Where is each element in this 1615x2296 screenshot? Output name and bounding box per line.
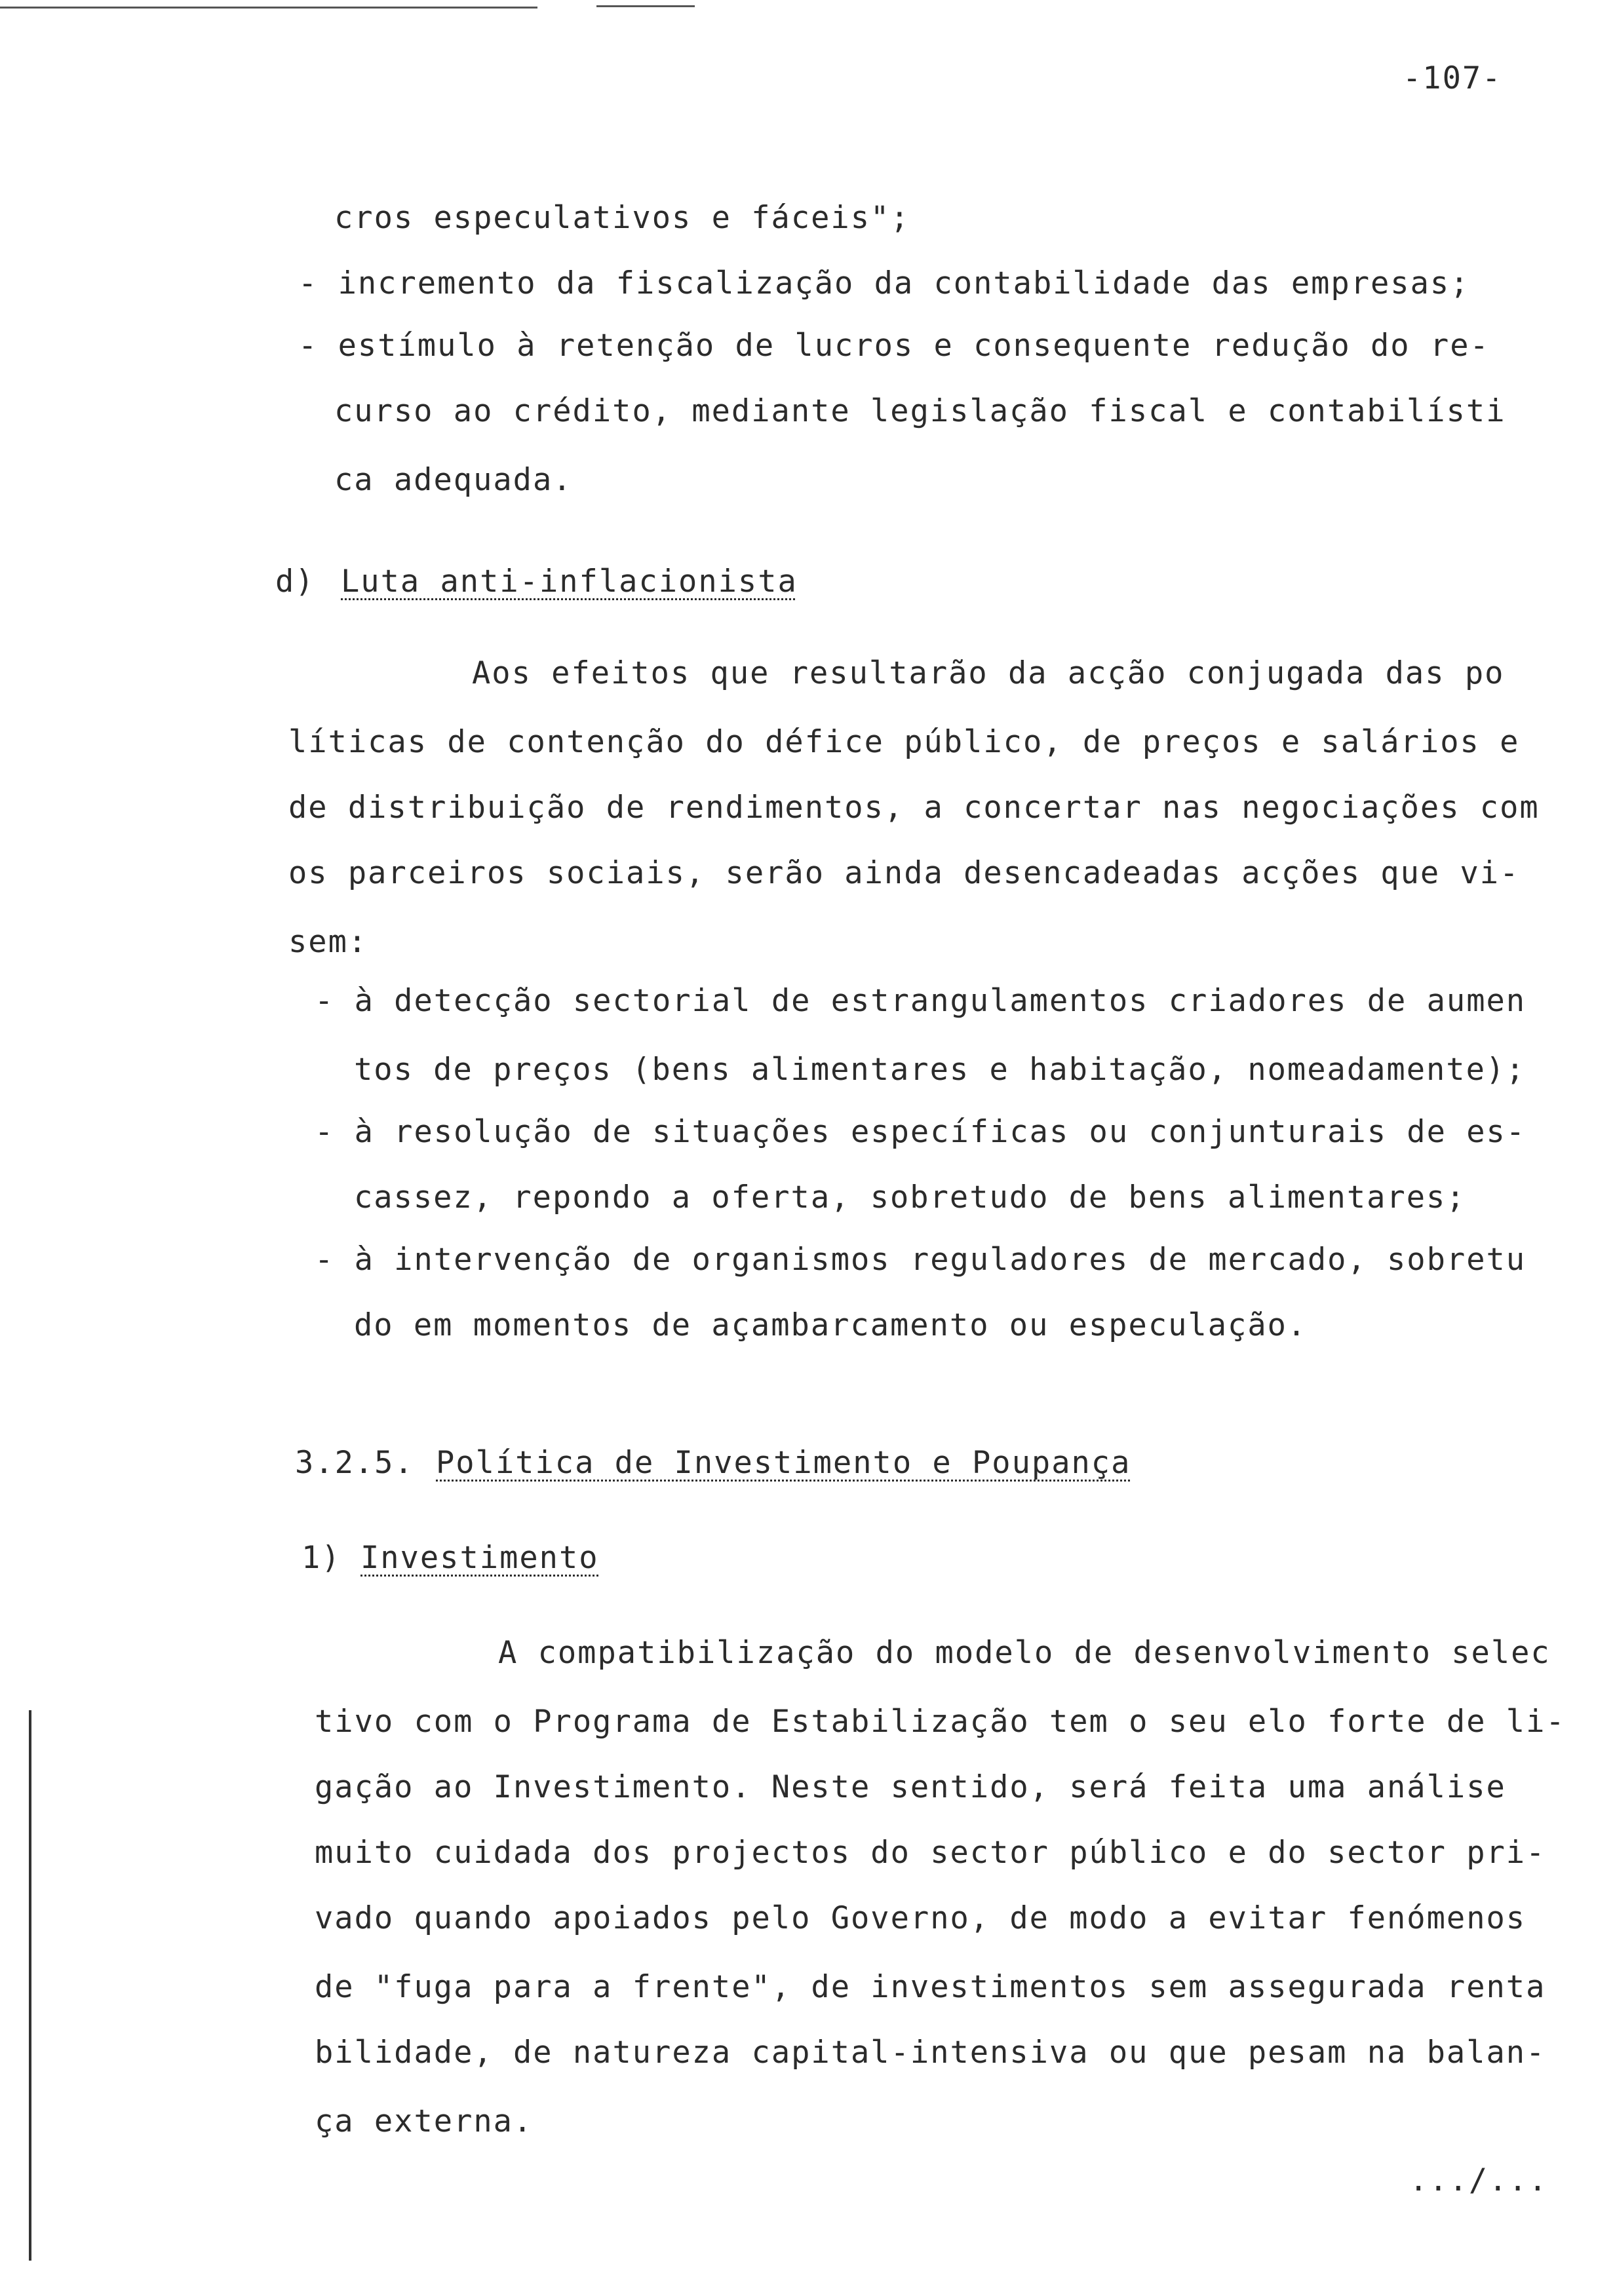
section-number: 3.2.5. bbox=[295, 1445, 414, 1481]
paragraph-line: sem: bbox=[288, 924, 368, 960]
paragraph-line: líticas de contenção do défice público, de preços e salários e bbox=[288, 724, 1520, 760]
paragraph-line: muito cuidada dos projectos do sector público e do sector pri- bbox=[315, 1835, 1546, 1871]
text-line: cros especulativos e fáceis"; bbox=[334, 200, 910, 236]
page-number: -107- bbox=[1403, 60, 1502, 96]
paragraph-line: de distribuição de rendimentos, a concertar nas negociações com bbox=[288, 790, 1540, 826]
continuation-mark: .../... bbox=[1409, 2162, 1549, 2198]
paragraph-line: vado quando apoiados pelo Governo, de modo a evitar fenómenos bbox=[315, 1900, 1527, 1936]
paragraph-line: tivo com o Programa de Estabilização tem o seu elo forte de li- bbox=[315, 1704, 1566, 1740]
bullet-line: - à resolução de situações específicas ou conjunturais de es- bbox=[315, 1114, 1527, 1150]
subsection-marker: 1) bbox=[302, 1540, 341, 1576]
subsection-heading: Investimento bbox=[360, 1540, 599, 1576]
bullet-continuation: do em momentos de açambarcamento ou especulação. bbox=[354, 1307, 1308, 1343]
paragraph-line: de "fuga para a frente", de investimentos sem assegurada renta bbox=[315, 1969, 1546, 2005]
section-d-marker: d) bbox=[275, 564, 315, 600]
left-edge-mark bbox=[29, 1710, 31, 2261]
bullet-continuation: cassez, repondo a oferta, sobretudo de bens alimentares; bbox=[354, 1179, 1466, 1215]
bullet-line: - incremento da fiscalização da contabilidade das empresas; bbox=[298, 265, 1470, 301]
paragraph-line: A compatibilização do modelo de desenvolvimento selec bbox=[498, 1635, 1551, 1671]
bullet-continuation: tos de preços (bens alimentares e habitação, nomeadamente); bbox=[354, 1052, 1526, 1088]
paragraph-line: bilidade, de natureza capital-intensiva ou que pesam na balan- bbox=[315, 2035, 1546, 2071]
section-heading: Política de Investimento e Poupança bbox=[436, 1445, 1131, 1481]
top-rule-right bbox=[596, 5, 695, 7]
text-line: curso ao crédito, mediante legislação fiscal e contabilísti bbox=[334, 393, 1506, 429]
text-line: ca adequada. bbox=[334, 462, 573, 498]
bullet-line: - estímulo à retenção de lucros e consequente redução do re- bbox=[298, 328, 1490, 364]
bullet-line: - à detecção sectorial de estrangulamentos criadores de aumen bbox=[315, 983, 1527, 1019]
paragraph-line: ça externa. bbox=[315, 2103, 534, 2139]
bullet-line: - à intervenção de organismos reguladores de mercado, sobretu bbox=[315, 1242, 1527, 1278]
paragraph-line: Aos efeitos que resultarão da acção conjugada das po bbox=[472, 655, 1505, 691]
top-rule-left bbox=[0, 7, 537, 9]
section-d-heading: Luta anti-inflacionista bbox=[341, 564, 798, 600]
paragraph-line: os parceiros sociais, serão ainda desencadeadas acções que vi- bbox=[288, 855, 1520, 891]
paragraph-line: gação ao Investimento. Neste sentido, será feita uma análise bbox=[315, 1769, 1506, 1805]
